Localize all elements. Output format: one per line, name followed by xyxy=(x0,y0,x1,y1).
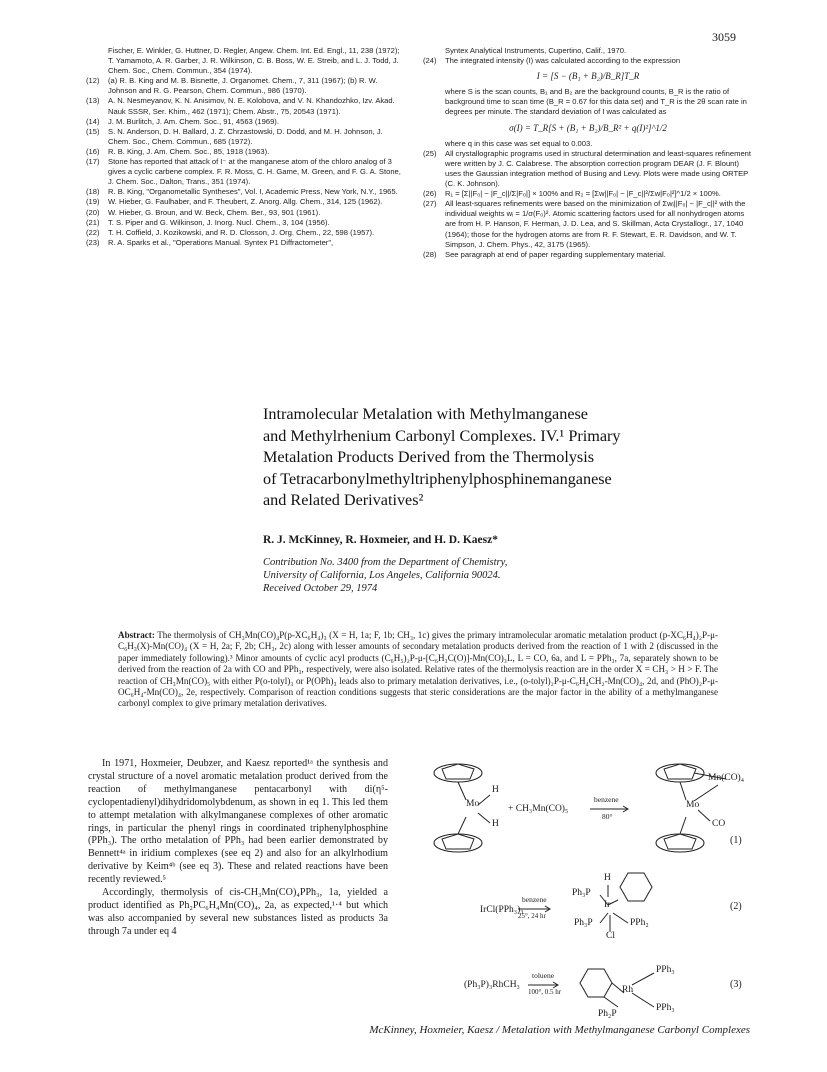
references-left-column xyxy=(86,46,406,248)
reference-text: R. B. King, J. Am. Chem. Soc., 85, 1918 (1963). xyxy=(108,146,270,156)
title-line: and Related Derivatives² xyxy=(263,491,424,509)
reference-number: (19) xyxy=(86,197,100,207)
pph3-label: PPh₃ xyxy=(656,1003,675,1013)
reference-item xyxy=(86,76,406,96)
affiliation-line: Contribution No. 3400 from the Department of Chemistry, xyxy=(263,557,508,568)
abstract-label: Abstract: xyxy=(118,630,155,640)
abstract xyxy=(118,630,718,710)
reference-number: (22) xyxy=(86,227,100,237)
reference-text: W. Hieber, G. Faulhaber, and F. Theubert, Z. Anorg. Allg. Chem., 314, 125 (1962). xyxy=(108,197,383,207)
reference-item xyxy=(86,117,406,127)
body-paragraph: Accordingly, thermolysis of cis-CH₃Mn(CO)₄PPh₃, 1a, yielded a product identified as Ph₂PC₆H₄Mn(CO)₄, 2a, as expected,¹·⁴ but which was also accompanied by several new substances listed as products 3a through 7a under eq 4 xyxy=(88,887,388,937)
reference-number: (12) xyxy=(86,76,100,86)
ir-label: Ir xyxy=(604,900,611,910)
reference-text: R. A. Sparks et al., "Operations Manual. Syntex P1 Diffractometer", xyxy=(108,237,334,247)
reference-number: (16) xyxy=(86,146,100,156)
reference-25: (25) All crystallographic programs used in structural determination and least-squares refinement were written by J. C. Calabrese. The absorption correction program DEAR (J. F. Blount) uses the Gaussian integration method of Busing and Levy. Plots were made using ORTEP (C. K. Johnson). xyxy=(423,148,752,189)
reference-number: (23) xyxy=(86,237,100,247)
reference-item xyxy=(86,96,406,116)
reference-text: Stone has reported that attack of I⁻ at the manganese atom of the chloro analog of 3 gives a cyclic carbene complex. F. R. Moss, C. H. Game, M. Green, and F. G. A. Stone, J. Chem. Soc., Dalton, Trans., 351 (1974). xyxy=(108,157,401,187)
reference-text: T. S. Piper and G. Wilkinson, J. Inorg. Nucl. Chem., 3, 104 (1956). xyxy=(108,217,330,227)
solvent-label: benzene xyxy=(522,895,547,904)
condition-label: 25°, 24 hr xyxy=(518,912,546,920)
reference-text: Fischer, E. Winkler, G. Huttner, D. Regler, Angew. Chem. Int. Ed. Engl., 11, 238 (1972); T. Yamamoto, A. R. Garber, J. R. Wilkinson, C. B. Boss, W. E. Streib, and L. J. Todd, J. Chem. Soc., Chem. Commun., 354 (1974). xyxy=(108,46,400,76)
received-date: Received October 29, 1974 xyxy=(263,583,378,594)
references-right-column xyxy=(423,46,753,260)
equation-number: (2) xyxy=(730,901,742,912)
reference-23-continued: Syntex Analytical Instruments, Cupertino, Calif., 1970. xyxy=(445,46,627,55)
reference-item xyxy=(86,157,406,187)
equations-area xyxy=(418,755,748,1035)
reagent-label: + CH₃Mn(CO)₅ xyxy=(508,804,569,814)
solvent-label: toluene xyxy=(532,971,555,980)
ph3p-label: Ph₃P xyxy=(572,888,591,898)
reference-number: (13) xyxy=(86,96,100,106)
reference-24-explanation: where S is the scan counts, B₁ and B₂ are the background counts, B_R is the ratio of background time to scan time (B_R = 0.67 for this data set) and T_R is the 2θ scan rate in degrees per minute. The standard deviation of I was calculated as xyxy=(445,87,747,117)
reference-text: R. B. King, "Organometallic Syntheses", Vol. I, Academic Press, New York, N.Y., 1965. xyxy=(108,187,398,197)
reference-item xyxy=(86,208,406,218)
condition-label: 80° xyxy=(602,812,613,821)
title-line: and Methylrhenium Carbonyl Complexes. IV.¹ Primary xyxy=(263,426,621,445)
reference-item xyxy=(86,127,406,147)
reference-item xyxy=(86,197,406,207)
article-title xyxy=(263,404,743,512)
reference-number: (14) xyxy=(86,116,100,126)
hydride-label: H xyxy=(492,785,499,795)
ph3p-label: Ph₃P xyxy=(574,918,593,928)
reference-24: (24) The integrated intensity (I) was calculated according to the expression xyxy=(423,56,681,66)
pph3-label: PPh₃ xyxy=(656,965,675,975)
reference-number: (20) xyxy=(86,207,100,217)
hydride-label: H xyxy=(604,873,611,883)
reference-text: S. N. Anderson, D. H. Ballard, J. Z. Chrzastowski, D. Dodd, and M. H. Johnson, J. Chem. Soc., Chem. Commun., 685 (1972). xyxy=(108,126,383,146)
reference-text: T. H. Coffield, J. Kozikowski, and R. D. Closson, J. Org. Chem., 22, 598 (1957). xyxy=(108,227,375,237)
hydride-label: H xyxy=(492,819,499,829)
reference-number: (21) xyxy=(86,217,100,227)
running-footer: McKinney, Hoxmeier, Kaesz / Metalation with Methylmanganese Carbonyl Complexes xyxy=(369,1024,750,1036)
reference-item xyxy=(86,238,406,248)
body-text xyxy=(88,758,388,939)
reference-number: (15) xyxy=(86,126,100,136)
reference-26: (26) R₁ = [Σ||F₀| − |F_c||/Σ|F₀|] × 100% and R₂ = [Σw||F₀| − |F_c||²/Σw|F₀|²]^1/2 × 100%. xyxy=(423,189,721,199)
reference-text: J. M. Burlitch, J. Am. Chem. Soc., 91, 4563 (1969). xyxy=(108,116,279,126)
reference-item xyxy=(86,187,406,197)
body-paragraph: In 1971, Hoxmeier, Deubzer, and Kaesz reported¹ᵃ the synthesis and crystal structure of a novel aromatic metalation product derived from the reaction of methylmanganese pentacarbonyl with di(η⁵-cyclopentadienyl)dihydridomolybdenum, as shown in eq 1. This led them to attempt metalation with alkylmanganese complexes of other aromatic rings, in particular the phenyl rings in coordinated triphenylphosphine (PPh₃). The ortho metalation of PPh₃ had been earlier demonstrated by Bennett⁴ᵃ in iridium complexes (see eq 2) and also for an alkylrhodium derivative by Keim⁴ᵇ (see eq 3). These and related reactions have been recently reviewed.⁵ xyxy=(88,758,388,886)
mo-label: Mo xyxy=(686,800,700,810)
reference-text: W. Hieber, G. Broun, and W. Beck, Chem. Ber., 93, 901 (1961). xyxy=(108,207,321,217)
mn-co-label: Mn(CO)₄ xyxy=(708,773,745,783)
reactant-label: (Ph₃P)₃RhCH₃ xyxy=(464,980,520,990)
co-label: CO xyxy=(712,819,726,829)
reference-text: A. N. Nesmeyanov, K. N. Anisimov, N. E. Kolobova, and V. N. Khandozhko, Izv. Akad. Nauk SSSR, Ser. Khim., 462 (1971); Chem. Abstr., 75, 20543 (1971). xyxy=(108,96,395,116)
ph2p-label: Ph₂P xyxy=(598,1009,617,1019)
reference-number: (17) xyxy=(86,157,100,167)
reference-28: (28) See paragraph at end of paper regarding supplementary material. xyxy=(423,249,666,259)
reference-item xyxy=(86,228,406,238)
affiliation-line: University of California, Los Angeles, California 90024. xyxy=(263,570,501,581)
reference-number: (18) xyxy=(86,187,100,197)
equation-number: (3) xyxy=(730,979,742,990)
title-line: of Tetracarbonylmethyltriphenylphosphinemanganese xyxy=(263,469,612,488)
mo-label: Mo xyxy=(466,799,480,809)
reference-item xyxy=(86,46,406,76)
condition-label: 100°, 0.5 hr xyxy=(528,988,562,996)
abstract-text: The thermolysis of CH₃Mn(CO)₄P(p-XC₆H₄)₃ (X = H, 1a; F, 1b; CH₃, 1c) gives the primary intramolecular aromatic metalation product (p-XC₆H₄)₂P-μ-C₆H₃(X)-Mn(CO)₄ (X = H, 2a; F, 2b; CH₃, 2c) along with lesser amounts of secondary metalation products derived from the reaction of 1 with 2 (discussed in the paper immediately following).³ Minor amounts of cyclic acyl products (C₆H₅)₂P-μ-[C₆H₃C(O)]-Mn(CO)₃L, L = CO, 6a, and L = PPh₃, 7a, separately shown to be derived from the reaction of 2a with CO and PPh₃, respectively, were also isolated. Relative rates of the thermolysis reaction are in the order X = CH₃ > H > F. The reaction of CH₃Mn(CO)₅ with either P(o-tolyl)₃ or P(OPh)₃ leads also to primary metalation derivatives, i.e., (o-tolyl)₂P-μ-C₆H₄CH₂-Mn(CO)₄, 2d, and (PhO)₂P-μ-OC₆H₄-Mn(CO)₄, 2e, respectively. Comparison of reaction conditions suggests that steric considerations are the major factor in the ability of a methylmanganese carbonyl complex to give primary metalation derivatives. xyxy=(118,630,718,709)
title-line: Metalation Products Derived from the Thermolysis xyxy=(263,448,595,466)
pph2-label: PPh₂ xyxy=(630,918,649,928)
reference-27: (27) All least-squares refinements were based on the minimization of Σwᵢ||F₀| − |F_c||² with the individual weights wᵢ = 1/σ(F₀)². Atomic scattering factors used for all nonhydrogen atoms are from H. P. Hanson, F. Herman, J. D. Lea, and S. Skillman, Acta Crystallogr., 17, 1040 (1964); those for the hydrogen atoms are from R. F. Stewart, E. R. Davidson, and W. T. Simpson, J. Chem. Phys., 42, 3175 (1965). xyxy=(423,199,746,249)
authors: R. J. McKinney, R. Hoxmeier, and H. D. Kaesz* xyxy=(263,534,498,546)
reference-item xyxy=(86,218,406,228)
rh-label: Rh xyxy=(622,985,634,995)
title-line: Intramolecular Metalation with Methylmanganese xyxy=(263,405,588,423)
reference-text: (a) R. B. King and M. B. Bisnette, J. Organomet. Chem., 7, 311 (1967); (b) R. W. Johnson and R. G. Pearson, Chem. Commun., 986 (1970). xyxy=(108,76,378,96)
reactant-label: IrCl(PPh₃)₃ xyxy=(480,905,524,915)
sigma-equation: σ(I) = T_R[S + (B₁ + B₂)/B_R² + q(I)²]^1/2 xyxy=(509,122,667,133)
solvent-label: benzene xyxy=(594,795,619,804)
cl-label: Cl xyxy=(606,931,615,941)
page-number: 3059 xyxy=(712,30,736,44)
affiliation xyxy=(263,556,507,595)
equation-number: (1) xyxy=(730,835,742,846)
reference-24-tail: where q in this case was set equal to 0.003. xyxy=(445,138,593,148)
reference-item xyxy=(86,147,406,157)
intensity-equation: I = [S − (B₁ + B₂)/B_R]T_R xyxy=(536,71,640,82)
